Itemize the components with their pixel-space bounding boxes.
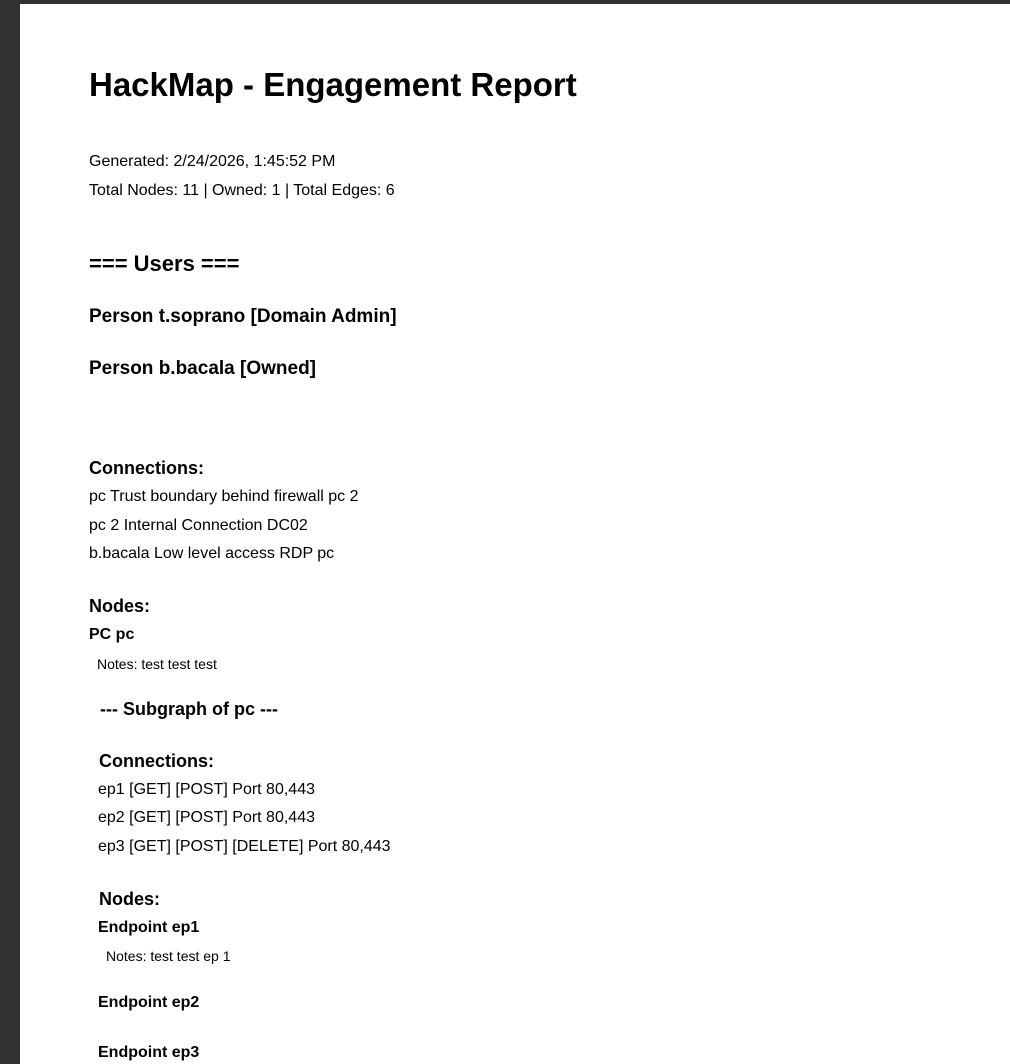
subgraph-connections-heading: Connections:	[99, 751, 214, 771]
user-entry: Person t.soprano [Domain Admin]	[89, 306, 397, 327]
user-entry: Person b.bacala [Owned]	[89, 358, 316, 379]
subgraph-connection-line: ep1 [GET] [POST] Port 80,443	[98, 781, 315, 798]
subgraph-node-title: Endpoint ep3	[98, 1044, 200, 1061]
subgraph-node-title: Endpoint ep1	[98, 919, 200, 936]
subgraph-nodes-heading: Nodes:	[99, 889, 161, 909]
generated-timestamp: Generated: 2/24/2026, 1:45:52 PM	[89, 153, 336, 170]
users-heading: === Users ===	[89, 251, 240, 276]
subgraph-connection-line: ep3 [GET] [POST] [DELETE] Port 80,443	[98, 838, 391, 855]
connection-line: b.bacala Low level access RDP pc	[89, 545, 335, 562]
connection-line: pc 2 Internal Connection DC02	[89, 517, 308, 534]
node-title: PC pc	[89, 626, 135, 643]
subgraph-node-title: Endpoint ep2	[98, 994, 200, 1011]
node-notes: Notes: test test test	[97, 656, 217, 672]
report-page	[20, 4, 1010, 1064]
nodes-heading: Nodes:	[89, 596, 151, 616]
report-title: HackMap - Engagement Report	[89, 66, 577, 103]
subgraph-heading: --- Subgraph of pc ---	[100, 699, 278, 719]
connections-heading: Connections:	[89, 458, 204, 478]
subgraph-node-notes: Notes: test test ep 1	[106, 948, 231, 964]
connection-line: pc Trust boundary behind firewall pc 2	[89, 488, 359, 505]
subgraph-connection-line: ep2 [GET] [POST] Port 80,443	[98, 809, 315, 826]
report-totals: Total Nodes: 11 | Owned: 1 | Total Edges: 6	[89, 182, 395, 199]
